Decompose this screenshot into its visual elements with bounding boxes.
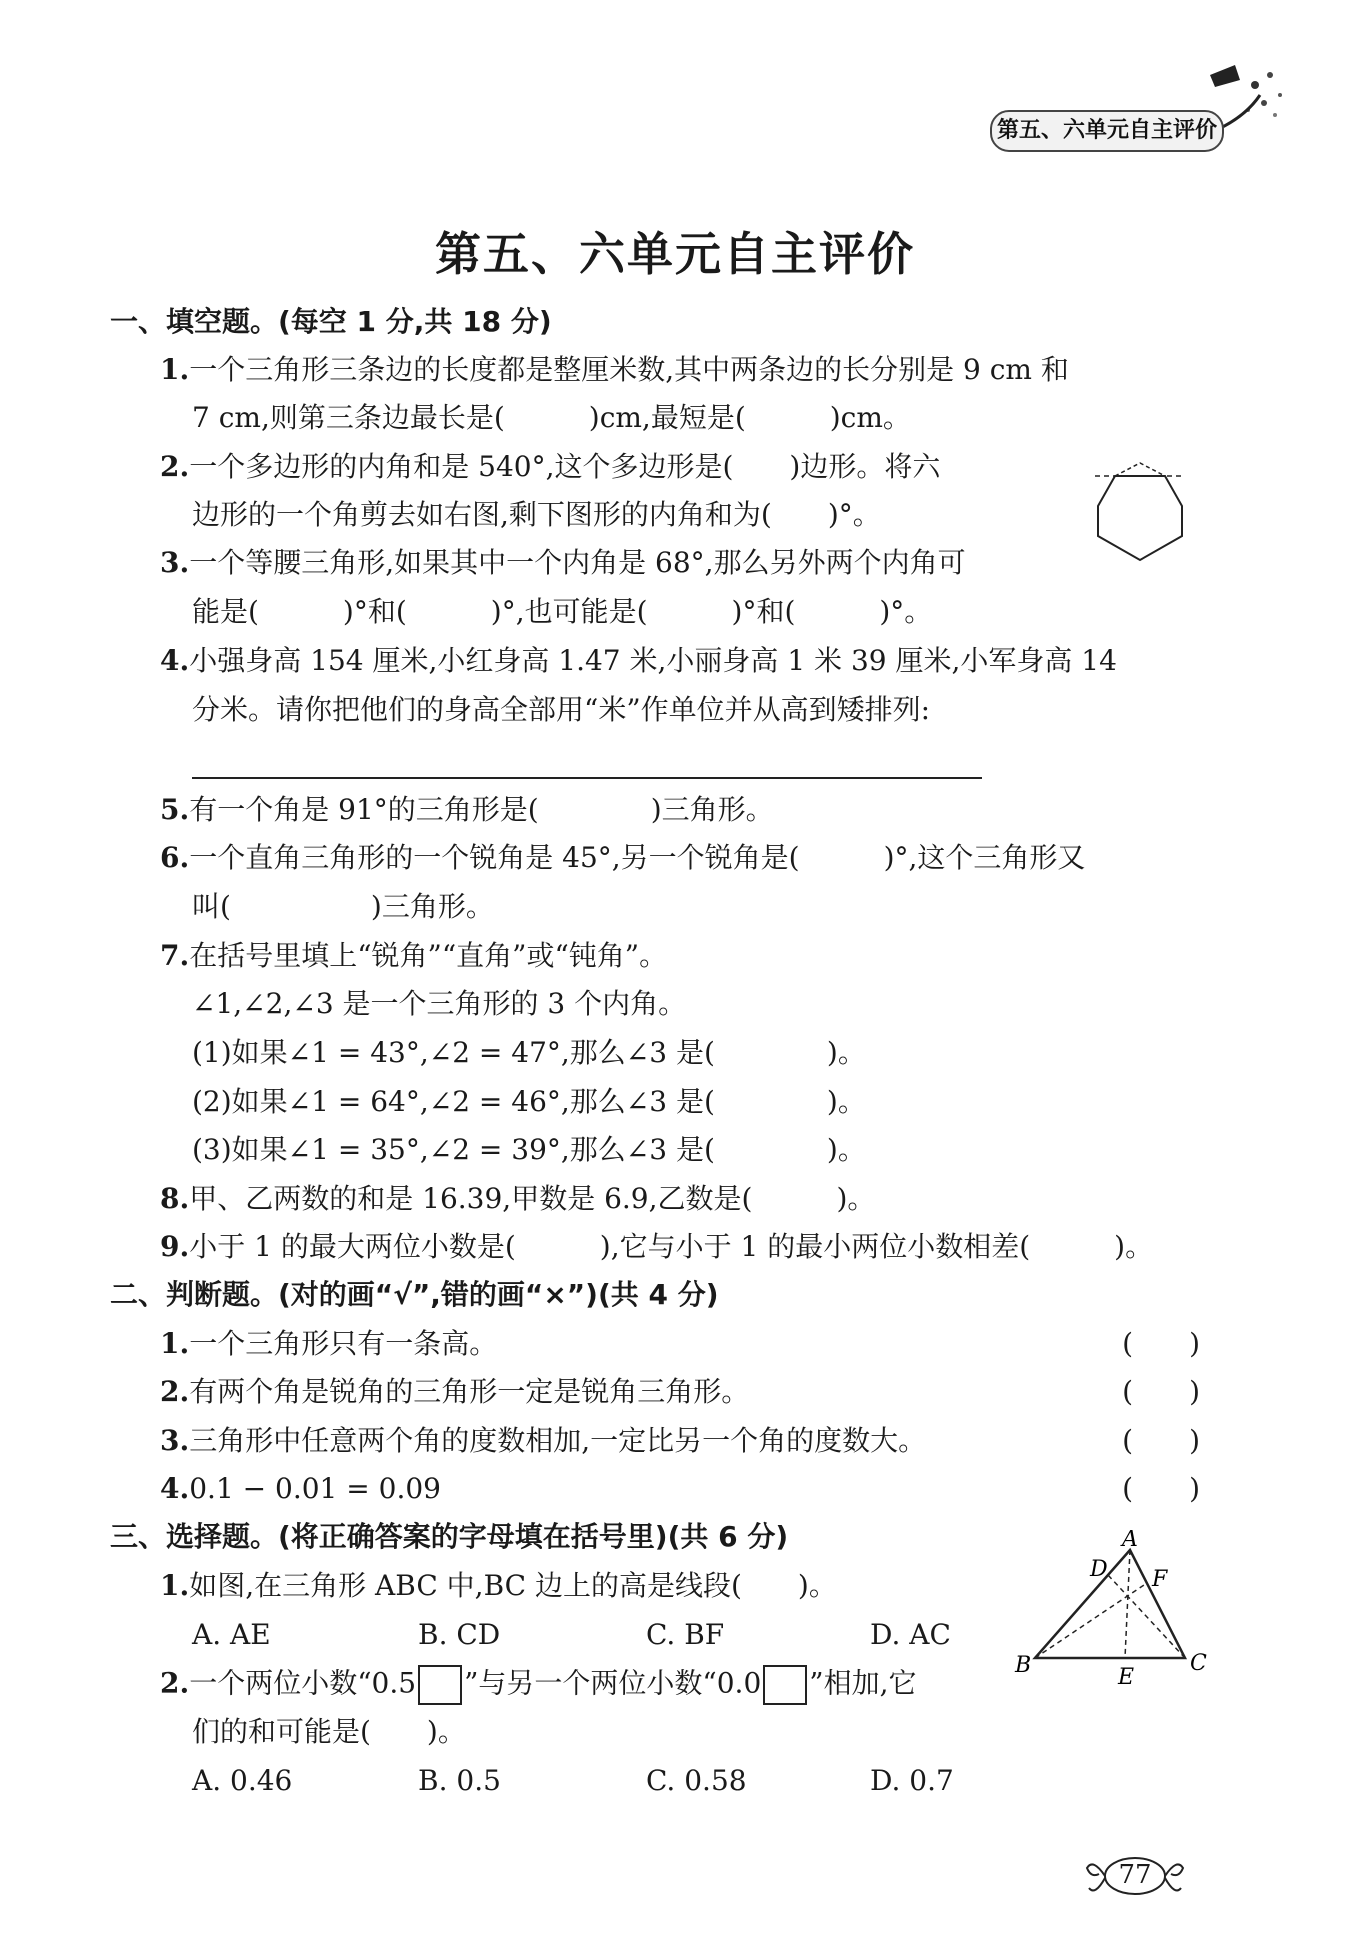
question-6-line-2[interactable]: 叫( )三角形。: [192, 890, 494, 923]
question-text-part-2: ”与另一个两位小数“0.0: [464, 1666, 762, 1700]
choice-1-option-a[interactable]: A. AE: [192, 1618, 271, 1651]
question-8: [160, 1181, 875, 1217]
digit-box-1[interactable]: [418, 1665, 462, 1705]
question-2-line-1: [160, 449, 940, 485]
question-text: 三角形中任意两个角的度数相加,一定比另一个角的度数大。: [189, 1424, 927, 1457]
question-text: 一个三角形只有一条高。: [189, 1327, 498, 1360]
question-7: [160, 938, 667, 974]
section-heading-judgement: 二、判断题。(对的画“√”,错的画“×”)(共 4 分): [110, 1278, 719, 1311]
question-7-sub-2[interactable]: (2)如果∠1 = 64°,∠2 = 46°,那么∠3 是( )。: [192, 1085, 866, 1118]
digit-box-2[interactable]: [763, 1665, 807, 1705]
question-text[interactable]: 有一个角是 91°的三角形是( )三角形。: [189, 793, 774, 826]
choice-2-option-b[interactable]: B. 0.5: [418, 1764, 501, 1797]
choice-1-option-b[interactable]: B. CD: [418, 1618, 501, 1651]
choice-2-option-d[interactable]: D. 0.7: [870, 1764, 954, 1797]
question-text: 一个等腰三角形,如果其中一个内角是 68°,那么另外两个内角可: [189, 546, 966, 579]
choice-1-option-d[interactable]: D. AC: [870, 1618, 951, 1651]
point-f-label: F: [1152, 1567, 1168, 1592]
question-5: [160, 792, 774, 828]
vertex-c-label: C: [1190, 1651, 1207, 1676]
question-number: 3.: [160, 546, 190, 579]
question-number: 4.: [160, 644, 190, 677]
question-text: 有两个角是锐角的三角形一定是锐角三角形。: [189, 1375, 750, 1408]
choice-2-option-c[interactable]: C. 0.58: [646, 1764, 747, 1797]
question-number: 7.: [160, 939, 190, 972]
judge-2-answer[interactable]: ( ): [1122, 1375, 1200, 1408]
judge-4-answer[interactable]: ( ): [1122, 1472, 1200, 1505]
page-title: 第五、六单元自主评价: [435, 227, 915, 281]
question-number: 1.: [160, 1569, 190, 1602]
question-text[interactable]: 如图,在三角形 ABC 中,BC 边上的高是线段( )。: [189, 1569, 837, 1602]
question-number: 2.: [160, 1666, 190, 1700]
judge-1-answer[interactable]: ( ): [1122, 1327, 1200, 1360]
question-6-line-1: [160, 840, 1085, 876]
triangle-abc-figure: [1010, 1530, 1210, 1690]
question-number: 1.: [160, 353, 190, 386]
question-number: 2.: [160, 1375, 190, 1408]
question-number: 9.: [160, 1230, 190, 1263]
question-3-line-2[interactable]: 能是( )°和( )°,也可能是( )°和( )°。: [192, 595, 933, 628]
answer-line[interactable]: [192, 777, 982, 779]
question-number: 4.: [160, 1472, 190, 1505]
choice-1-option-c[interactable]: C. BF: [646, 1618, 725, 1651]
unit-badge: 第五、六单元自主评价: [990, 110, 1224, 152]
choice-1: [160, 1568, 837, 1604]
question-3-line-1: [160, 545, 966, 581]
page-number: 77: [1118, 1860, 1152, 1890]
point-d-label: D: [1090, 1557, 1108, 1582]
question-9: [160, 1229, 1153, 1265]
question-number: 2.: [160, 450, 190, 483]
question-number: 8.: [160, 1182, 190, 1215]
question-number: 3.: [160, 1424, 190, 1457]
question-text[interactable]: 甲、乙两数的和是 16.39,甲数是 6.9,乙数是( )。: [189, 1182, 876, 1215]
question-text[interactable]: 一个直角三角形的一个锐角是 45°,另一个锐角是( )°,这个三角形又: [189, 841, 1086, 874]
page-number-badge: [1085, 1848, 1185, 1904]
question-number: 1.: [160, 1327, 190, 1360]
question-number: 5.: [160, 793, 190, 826]
question-text-part-1: 一个两位小数“0.5: [189, 1666, 417, 1700]
question-1-line-1: [160, 352, 1069, 388]
question-2-line-2[interactable]: 边形的一个角剪去如右图,剩下图形的内角和为( )°。: [192, 498, 881, 531]
question-text: 0.1 − 0.01 = 0.09: [189, 1472, 441, 1505]
judge-3: [160, 1423, 926, 1459]
point-e-label: E: [1118, 1665, 1135, 1690]
choice-2-line-2[interactable]: 们的和可能是( )。: [192, 1715, 466, 1748]
vertex-a-label: A: [1122, 1530, 1138, 1552]
choice-2-line-1: [160, 1665, 916, 1705]
question-text: 在括号里填上“锐角”“直角”或“钝角”。: [189, 939, 668, 972]
question-text[interactable]: 一个多边形的内角和是 540°,这个多边形是( )边形。将六: [189, 450, 941, 483]
question-7-sub-1[interactable]: (1)如果∠1 = 43°,∠2 = 47°,那么∠3 是( )。: [192, 1036, 866, 1069]
judge-4: [160, 1471, 441, 1507]
question-4-line-1: [160, 643, 1117, 679]
section-heading-choice: 三、选择题。(将正确答案的字母填在括号里)(共 6 分): [110, 1520, 789, 1553]
question-text: 一个三角形三条边的长度都是整厘米数,其中两条边的长分别是 9 cm 和: [189, 353, 1069, 386]
judge-2: [160, 1374, 749, 1410]
question-text: 小强身高 154 厘米,小红身高 1.47 米,小丽身高 1 米 39 厘米,小军身高 14: [189, 644, 1117, 677]
vertex-b-label: B: [1015, 1653, 1032, 1678]
section-heading-fill-in: 一、填空题。(每空 1 分,共 18 分): [110, 305, 552, 338]
question-text-part-3: ”相加,它: [809, 1666, 917, 1700]
judge-1: [160, 1326, 497, 1362]
question-7-sub-3[interactable]: (3)如果∠1 = 35°,∠2 = 39°,那么∠3 是( )。: [192, 1133, 866, 1166]
choice-2-option-a[interactable]: A. 0.46: [192, 1764, 293, 1797]
question-text[interactable]: 小于 1 的最大两位小数是( ),它与小于 1 的最小两位小数相差( )。: [189, 1230, 1154, 1263]
question-1-line-2[interactable]: 7 cm,则第三条边最长是( )cm,最短是( )cm。: [192, 401, 911, 434]
cut-hexagon-figure: [1090, 458, 1190, 568]
question-4-line-2: 分米。请你把他们的身高全部用“米”作单位并从高到矮排列:: [192, 693, 931, 726]
judge-3-answer[interactable]: ( ): [1122, 1424, 1200, 1457]
question-7-intro: ∠1,∠2,∠3 是一个三角形的 3 个内角。: [192, 987, 687, 1020]
question-number: 6.: [160, 841, 190, 874]
